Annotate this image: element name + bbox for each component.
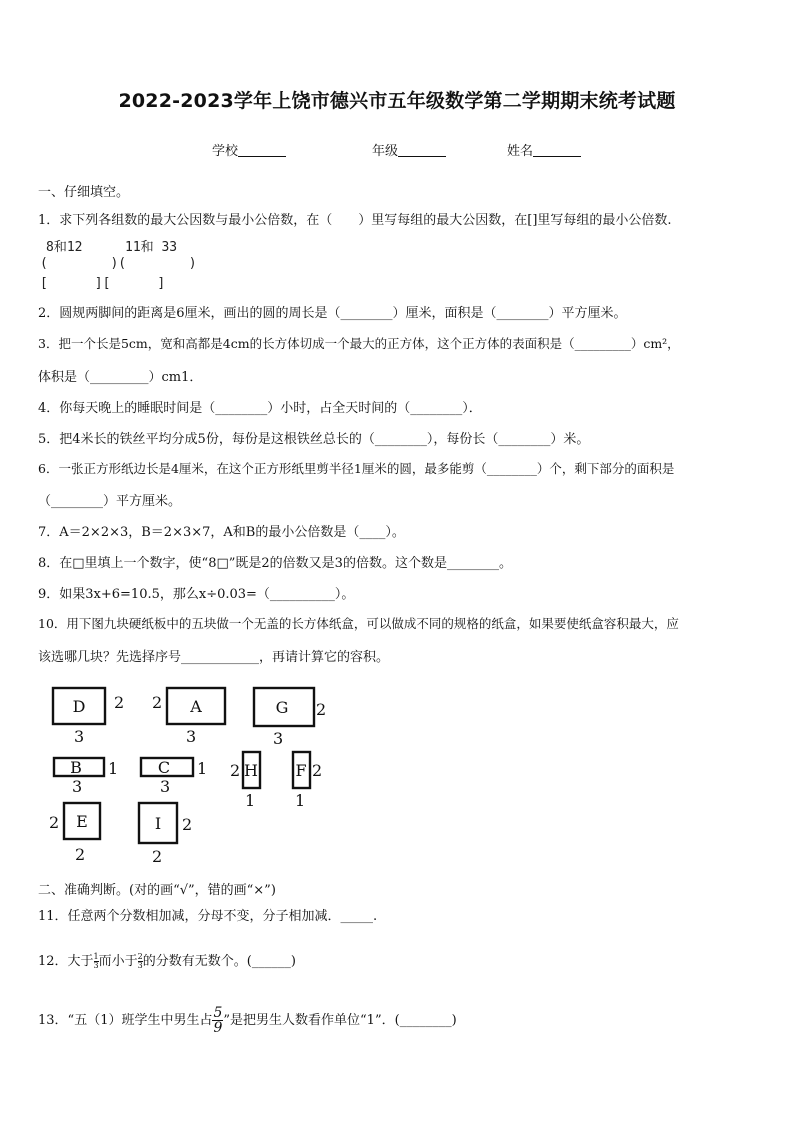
board-i-bottom: 2: [152, 847, 163, 866]
board-a-bottom: 3: [186, 727, 197, 746]
question-3-line-2: 体积是（_________）cm1．: [38, 370, 203, 385]
board-d-letter: D: [72, 697, 86, 716]
question-3-line-1: 3．把一个长是5cm，宽和高都是4cm的长方体切成一个最大的正方体，这个正方体的表面积是（_________）cm²，: [38, 336, 680, 351]
question-9: 9．如果3x+6=10.5，那么x÷0.03=（__________）。: [38, 587, 355, 602]
q1-pair-2: 11和 33: [125, 240, 178, 255]
q13-fraction-denominator: 9: [213, 1020, 223, 1036]
board-g-side: 2: [316, 700, 327, 719]
question-5: 5．把4米长的铁丝平均分成5份，每份是这根铁丝总长的（________），每份长（________）米。: [38, 432, 590, 447]
grade-label: 年级: [372, 144, 399, 159]
board-b-bottom: 3: [72, 777, 83, 796]
q12-prefix: 12．大于: [38, 954, 94, 969]
q13-prefix: 13．“五（1）班学生中男生占: [38, 1013, 213, 1028]
question-7: 7．A＝2×2×3，B＝2×3×7，A和B的最小公倍数是（____）。: [38, 525, 405, 540]
q12-suffix: 的分数有无数个。(______): [142, 954, 296, 969]
board-d-bottom: 3: [74, 727, 85, 746]
board-h-bottom: 1: [245, 791, 256, 810]
board-c-bottom: 3: [160, 777, 171, 796]
board-h-side: 2: [230, 761, 241, 780]
board-h-letter: H: [244, 761, 258, 780]
board-i-letter: I: [154, 814, 162, 833]
question-10-line-2: 该选哪几块？先选择序号____________，再请计算它的容积。: [38, 650, 390, 665]
board-f-bottom: 1: [295, 791, 306, 810]
section-1-heading: 一、仔细填空。: [38, 185, 130, 200]
board-d-side: 2: [114, 693, 125, 712]
q12-fraction-2-numerator: 2: [137, 952, 143, 961]
board-a-side: 2: [152, 693, 163, 712]
q12-fraction-1-denominator: 3: [93, 961, 99, 970]
board-e-side: 2: [49, 813, 60, 832]
board-g-bottom: 3: [273, 729, 284, 748]
board-c-letter: C: [157, 758, 171, 777]
q13-fraction: [212, 1006, 223, 1035]
page-title: 2022-2023学年上饶市德兴市五年级数学第二学期期末统考试题: [118, 90, 676, 112]
question-8: 8．在□里填上一个数字，使“8□”既是2的倍数又是3的倍数。这个数是________。: [38, 556, 512, 571]
question-13: [38, 1006, 457, 1035]
question-12: [38, 950, 296, 970]
section-2-heading: 二、准确判断。(对的画“√”，错的画“×”): [38, 883, 276, 898]
q13-suffix: ”是把男生人数看作单位“1”．(________): [223, 1013, 457, 1028]
school-label: 学校: [212, 144, 239, 159]
board-b-side: 1: [108, 759, 119, 778]
grade-field: [372, 140, 446, 159]
grade-blank: [398, 142, 446, 157]
name-blank: [533, 142, 581, 157]
board-g-letter: G: [275, 698, 289, 717]
board-f-side: 2: [312, 761, 323, 780]
board-i-side: 2: [182, 815, 193, 834]
name-field: [507, 140, 581, 159]
board-b-letter: B: [70, 758, 82, 777]
board-e-bottom: 2: [75, 845, 86, 864]
question-1: 1．求下列各组数的最大公因数与最小公倍数，在（ ）里写每组的最大公因数，在[]里写每组的最小公倍数.: [38, 213, 672, 228]
board-c-side: 1: [197, 759, 208, 778]
question-10-line-1: 10．用下图九块硬纸板中的五块做一个无盖的长方体纸盒，可以做成不同的规格的纸盒，如果要使纸盒容积最大，应: [38, 616, 679, 631]
school-blank: [238, 142, 286, 157]
question-6-line-2: （________）平方厘米。: [38, 494, 182, 509]
q12-fraction-1-numerator: 1: [93, 952, 99, 961]
q1-pair-1: 8和12: [46, 240, 83, 255]
board-e-letter: E: [76, 812, 88, 831]
school-field: [212, 140, 286, 159]
name-label: 姓名: [507, 144, 534, 159]
q1-paren-row: ( )( ): [40, 256, 197, 271]
board-f-letter: F: [295, 761, 307, 780]
q12-mid: 而小于: [98, 954, 138, 969]
board-a-letter: A: [190, 697, 202, 716]
question-4: 4．你每天晚上的睡眠时间是（________）小时，占全天时间的（________）．: [38, 401, 482, 416]
question-11: 11．任意两个分数相加减，分母不变，分子相加减．_____.: [38, 909, 378, 924]
q1-bracket-row: [ ][ ]: [40, 276, 166, 291]
q13-fraction-numerator: 5: [213, 1005, 223, 1021]
cardboard-figure: [40, 680, 340, 870]
q12-fraction-2-denominator: 3: [137, 961, 143, 970]
question-2: 2．圆规两脚间的距离是6厘米，画出的圆的周长是（________）厘米，面积是（________）平方厘米。: [38, 306, 627, 321]
question-6-line-1: 6．一张正方形纸边长是4厘米，在这个正方形纸里剪半径1厘米的圆，最多能剪（________）个，剩下部分的面积是: [38, 461, 675, 476]
